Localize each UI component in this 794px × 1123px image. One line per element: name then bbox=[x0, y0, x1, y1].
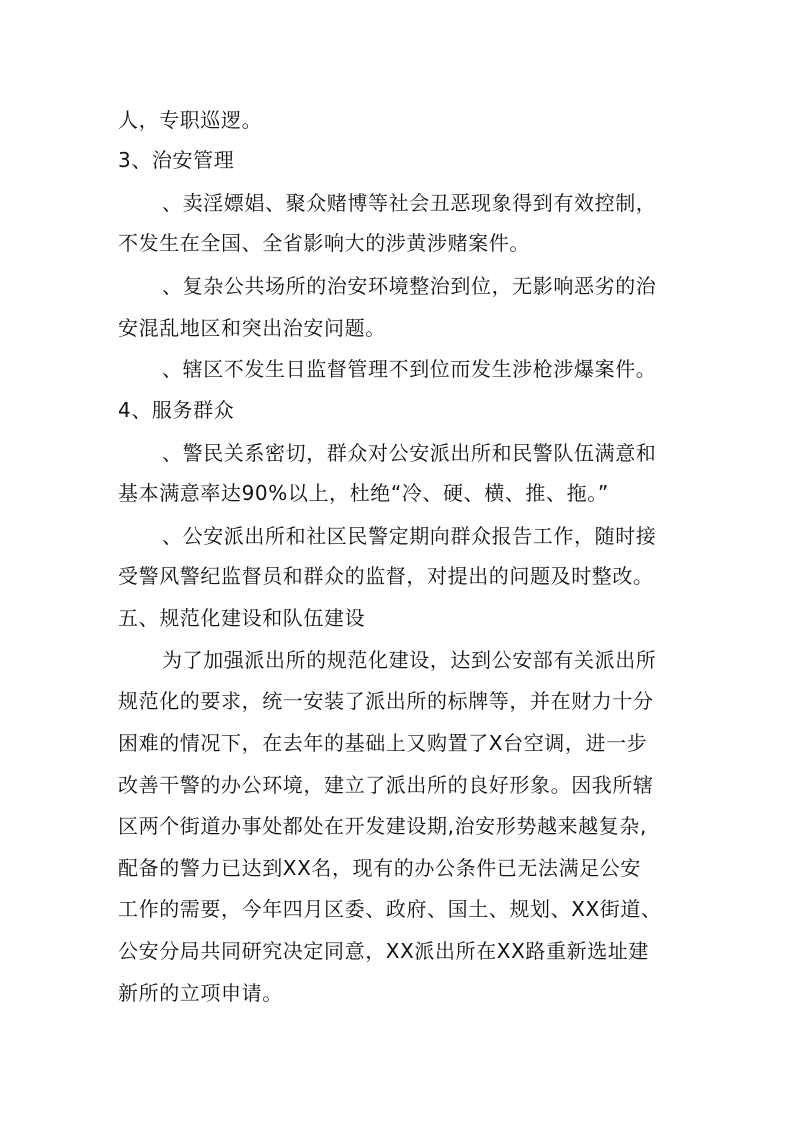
text-line: 、卖淫嫖娼、聚众赌博等社会丑恶现象得到有效控制， bbox=[162, 191, 657, 215]
text-line: 受警风警纪监督员和群众的监督，对提出的问题及时整改。 bbox=[118, 564, 654, 588]
section-heading: 4、服务群众 bbox=[118, 398, 235, 422]
section-heading: 3、治安管理 bbox=[118, 148, 235, 172]
section-heading: 五、规范化建设和队伍建设 bbox=[118, 606, 366, 630]
text-line: 为了加强派出所的规范化建设，达到公安部有关派出所 bbox=[162, 648, 657, 672]
text-line: 工作的需要，今年四月区委、政府、国土、规划、XX街道、 bbox=[118, 897, 662, 921]
text-line: 困难的情况下，在去年的基础上又购置了X台空调，进一步 bbox=[118, 731, 648, 755]
text-line: 公安分局共同研究决定同意，XX派出所在XX路重新选址建 bbox=[118, 939, 650, 963]
text-line: 、警民关系密切，群众对公安派出所和民警队伍满意和 bbox=[162, 441, 657, 465]
text-line: 不发生在全国、全省影响大的涉黄涉赌案件。 bbox=[118, 231, 530, 255]
text-line: 、辖区不发生日监督管理不到位而发生涉枪涉爆案件。 bbox=[162, 357, 657, 381]
text-line: 人，专职巡逻。 bbox=[118, 108, 263, 132]
text-line: 规范化的要求，统一安装了派出所的标牌等，并在财力十分 bbox=[118, 689, 654, 713]
text-line: 新所的立项申请。 bbox=[118, 981, 283, 1005]
text-line: 安混乱地区和突出治安问题。 bbox=[118, 316, 386, 340]
text-line: 配备的警力已达到XX名，现有的办公条件已无法满足公安 bbox=[118, 856, 642, 880]
text-line: 、公安派出所和社区民警定期向群众报告工作，随时接 bbox=[162, 524, 657, 548]
text-line: 基本满意率达90%以上，杜绝“冷、硬、横、推、拖。” bbox=[118, 481, 609, 505]
text-line: 、复杂公共场所的治安环境整治到位，无影响恶劣的治 bbox=[162, 274, 657, 298]
text-line: 改善干警的办公环境，建立了派出所的良好形象。因我所辖 bbox=[118, 773, 654, 797]
text-line: 区两个街道办事处都处在开发建设期,治安形势越来越复杂, bbox=[118, 814, 647, 838]
